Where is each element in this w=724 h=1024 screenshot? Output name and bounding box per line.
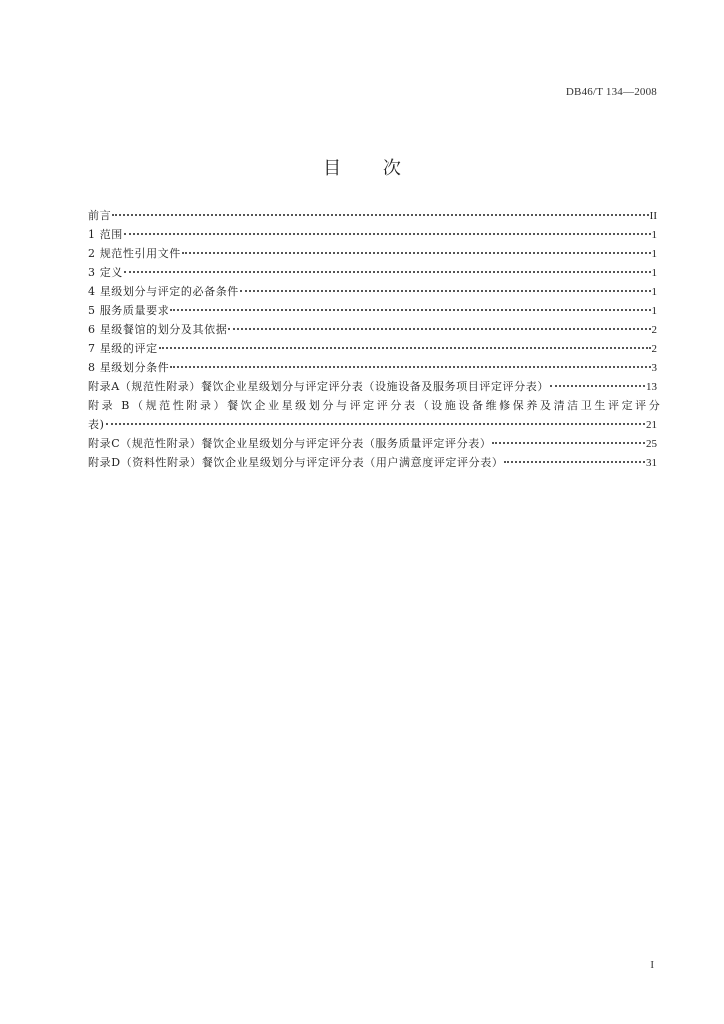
toc-title: 目 次 [323, 158, 419, 179]
toc-leader-dots [106, 423, 646, 425]
toc-entry-page: 21 [646, 419, 657, 431]
toc-entry-text: 前言 [88, 209, 112, 222]
toc-entry-page: 3 [651, 362, 657, 374]
toc-leader-dots [240, 290, 651, 292]
toc-leader-dots [159, 347, 651, 349]
standard-code: DB46/T 134—2008 [565, 86, 657, 98]
toc-entry-3[interactable] [88, 263, 657, 282]
toc-entry-appendix-c[interactable] [88, 434, 657, 453]
toc-entry-5[interactable] [88, 301, 657, 320]
toc-entry-text: 附录A（规范性附录）餐饮企业星级划分与评定评分表（设施设备及服务项目评定评分表） [88, 380, 549, 393]
toc-leader-dots [492, 442, 645, 444]
toc-entry-1[interactable] [88, 225, 657, 244]
toc-entry-page: 2 [651, 324, 657, 336]
toc-entry-text: 附录 B（规范性附录）餐饮企业星级划分与评定评分表（设施设备维修保养及清洁卫生评定评分 [88, 399, 663, 412]
toc-leader-dots [182, 252, 651, 254]
toc-leader-dots [112, 214, 648, 216]
toc-entry-2[interactable] [88, 244, 657, 263]
toc-entry-appendix-b-line2[interactable] [88, 415, 657, 434]
toc-entry-text: 2 规范性引用文件 [88, 247, 181, 260]
toc-entry-page: 2 [651, 343, 657, 355]
page-number: I [650, 959, 654, 971]
toc-leader-dots [550, 385, 645, 387]
toc-entry-text: 4 星级划分与评定的必备条件 [88, 285, 239, 298]
toc-leader-dots [170, 309, 650, 311]
toc-entry-appendix-d[interactable] [88, 453, 657, 472]
toc-entry-page: 31 [646, 457, 657, 469]
toc-entry-appendix-a[interactable] [88, 377, 657, 396]
toc-entry-page: 1 [651, 229, 657, 241]
toc-entry-text: 8 星级划分条件 [88, 361, 170, 374]
toc-entry-text: 6 星级餐馆的划分及其依据 [88, 323, 228, 336]
toc-leader-dots [124, 271, 651, 273]
table-of-contents [88, 206, 663, 472]
toc-entry-text: 7 星级的评定 [88, 342, 158, 355]
toc-entry-text: 附录C（规范性附录）餐饮企业星级划分与评定评分表（服务质量评定评分表） [88, 437, 492, 450]
toc-entry-appendix-b-line1[interactable] [88, 396, 663, 415]
toc-entry-page: 1 [651, 267, 657, 279]
toc-entry-text: 1 范围 [88, 228, 123, 241]
toc-entry-text: 表) [88, 418, 105, 431]
toc-entry-page: 25 [646, 438, 657, 450]
toc-leader-dots [170, 366, 650, 368]
toc-entry-text: 5 服务质量要求 [88, 304, 170, 317]
toc-entry-page: 1 [651, 248, 657, 260]
toc-leader-dots [124, 233, 651, 235]
toc-entry-8[interactable] [88, 358, 657, 377]
toc-entry-text: 3 定义 [88, 266, 123, 279]
toc-entry-7[interactable] [88, 339, 657, 358]
toc-entry-page: 1 [651, 305, 657, 317]
toc-entry-4[interactable] [88, 282, 657, 301]
toc-leader-dots [504, 461, 645, 463]
toc-entry-text: 附录D（资料性附录）餐饮企业星级划分与评定评分表（用户满意度评定评分表） [88, 456, 504, 469]
toc-entry-page: 13 [646, 381, 657, 393]
toc-entry-page: II [649, 210, 657, 222]
toc-leader-dots [228, 328, 650, 330]
toc-entry-6[interactable] [88, 320, 657, 339]
toc-entry-page: 1 [651, 286, 657, 298]
toc-entry-foreword[interactable] [88, 206, 657, 225]
